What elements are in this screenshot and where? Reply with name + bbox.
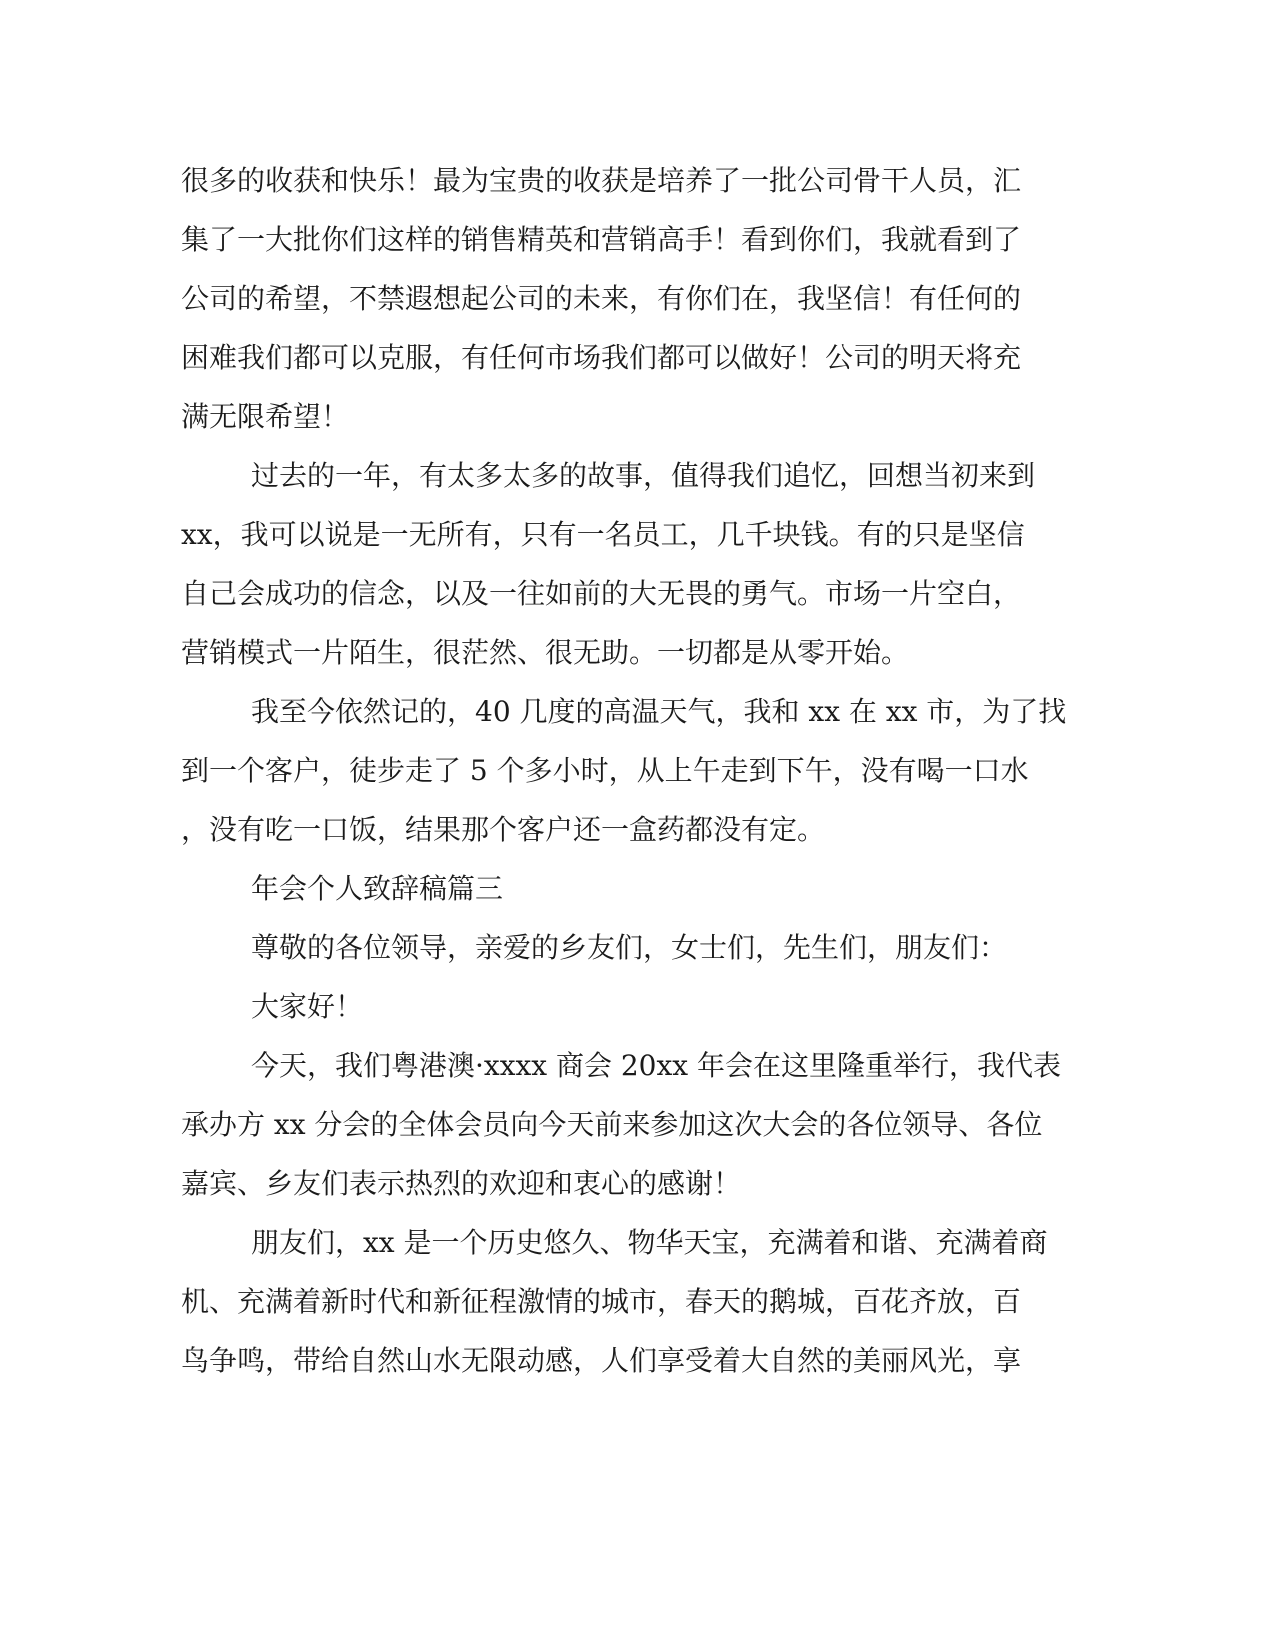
paragraph-first-line: 过去的一年，有太多太多的故事，值得我们追忆，回想当初来到: [251, 459, 1036, 492]
body-text-line: 嘉宾、乡友们表示热烈的欢迎和衷心的感谢！: [181, 1167, 742, 1200]
body-text-line: 营销模式一片陌生，很茫然、很无助。一切都是从零开始。: [181, 636, 910, 669]
body-text-line: xx，我可以说是一无所有，只有一名员工，几千块钱。有的只是坚信: [181, 518, 1025, 551]
body-text-line: 满无限希望！: [181, 400, 350, 433]
paragraph-first-line: 今天，我们粤港澳·xxxx 商会 20xx 年会在这里隆重举行，我代表: [251, 1049, 1061, 1082]
body-text-line: 机、充满着新时代和新征程激情的城市，春天的鹅城，百花齐放，百: [181, 1285, 1022, 1318]
body-text-line: 公司的希望，不禁遐想起公司的未来，有你们在，我坚信！有任何的: [181, 282, 1022, 315]
body-text-line: 承办方 xx 分会的全体会员向今天前来参加这次大会的各位领导、各位: [181, 1108, 1043, 1141]
salutation: 尊敬的各位领导，亲爱的乡友们，女士们，先生们，朋友们：: [251, 931, 1008, 964]
greeting: 大家好！: [251, 990, 364, 1023]
paragraph-first-line: 我至今依然记的，40 几度的高温天气，我和 xx 在 xx 市，为了找: [251, 695, 1067, 728]
body-text-line: 到一个客户，徒步走了 5 个多小时，从上午走到下午，没有喝一口水: [181, 754, 1029, 787]
body-text-line: 集了一大批你们这样的销售精英和营销高手！看到你们，我就看到了: [181, 223, 1022, 256]
body-text-line: 鸟争鸣，带给自然山水无限动感，人们享受着大自然的美丽风光，享: [181, 1344, 1022, 1377]
body-text-line: 自己会成功的信念，以及一往如前的大无畏的勇气。市场一片空白，: [181, 577, 1022, 610]
section-heading: 年会个人致辞稿篇三: [251, 872, 504, 905]
body-text-line: ，没有吃一口饭，结果那个客户还一盒药都没有定。: [181, 813, 826, 846]
paragraph-first-line: 朋友们，xx 是一个历史悠久、物华天宝，充满着和谐、充满着商: [251, 1226, 1048, 1259]
body-text-line: 困难我们都可以克服，有任何市场我们都可以做好！公司的明天将充: [181, 341, 1022, 374]
body-text-line: 很多的收获和快乐！最为宝贵的收获是培养了一批公司骨干人员，汇: [181, 164, 1022, 197]
